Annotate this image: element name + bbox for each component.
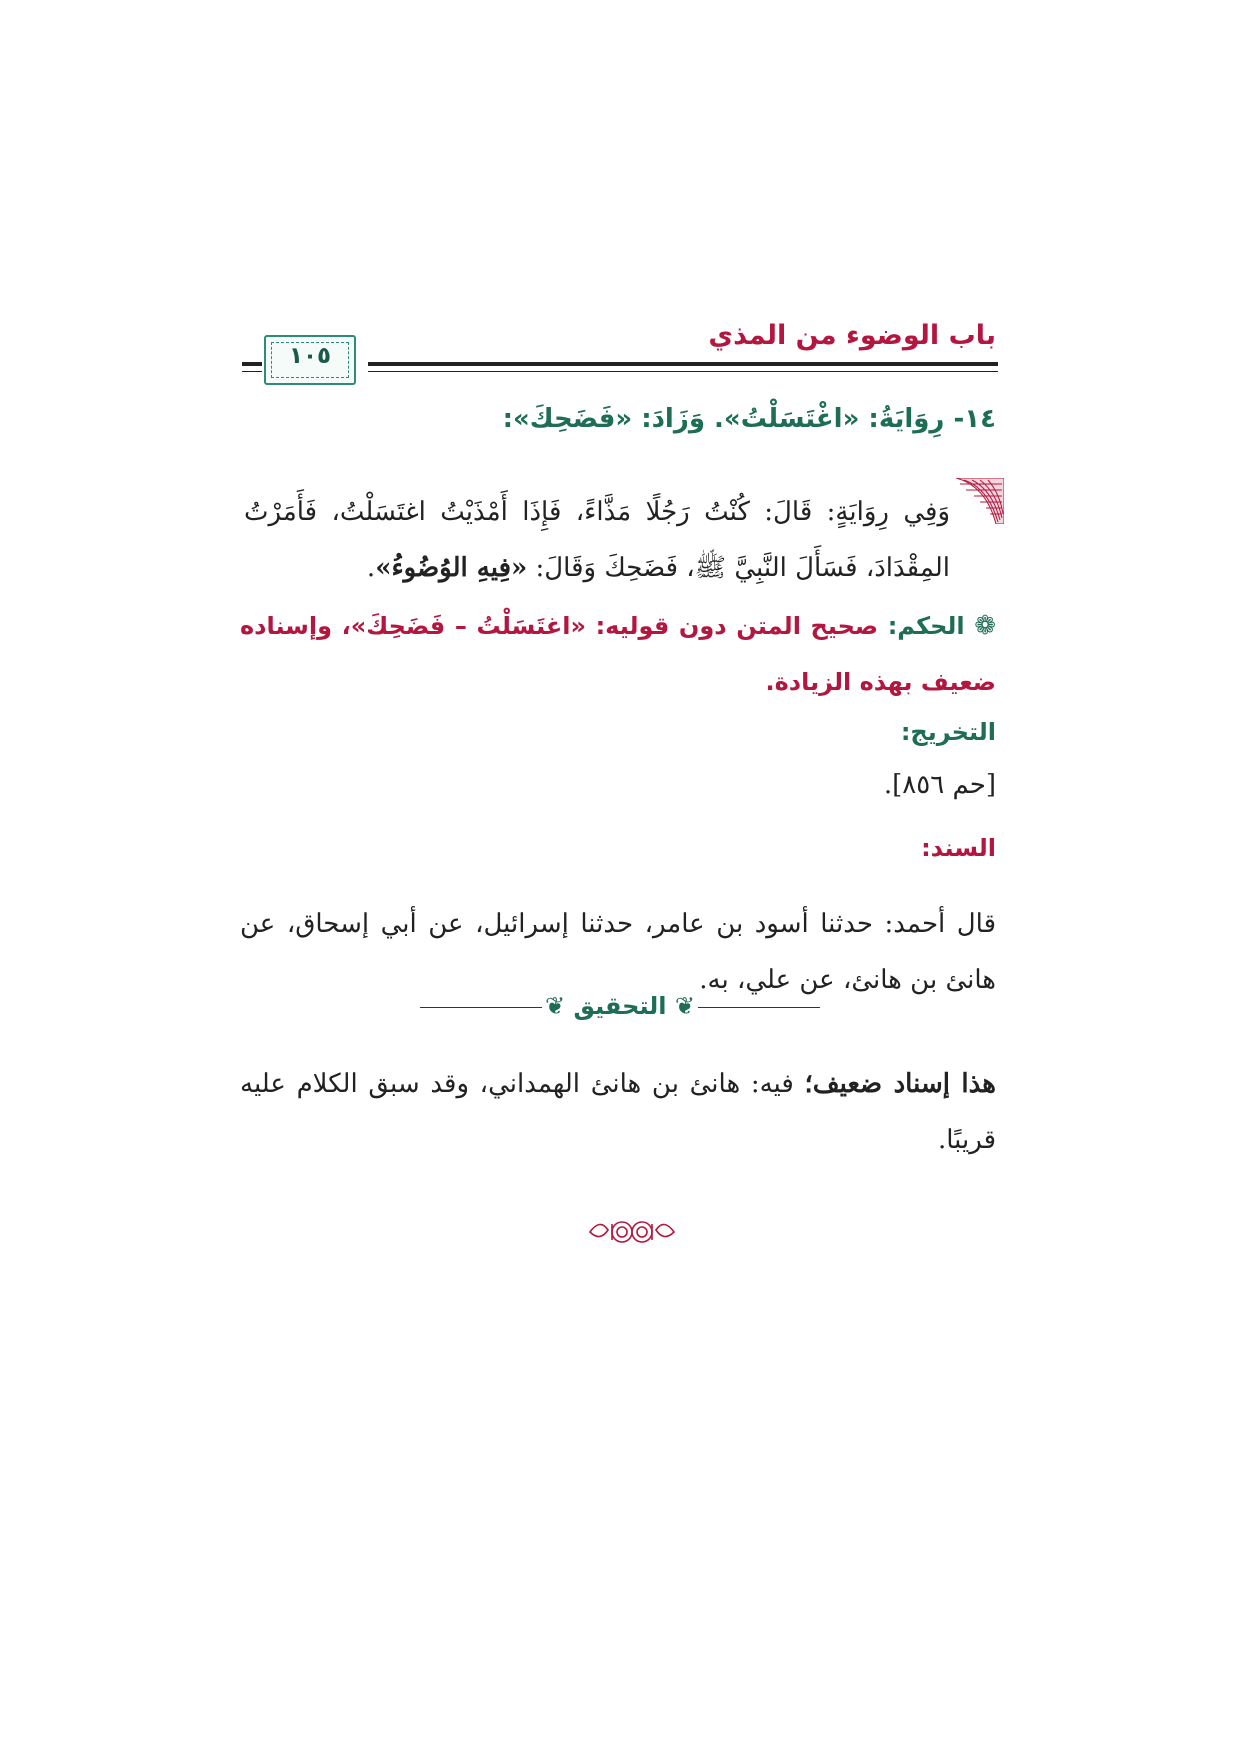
divider-line-left	[420, 1007, 542, 1008]
ruling-text: صحيح المتن دون قوليه: «اغتَسَلْتُ – فَضَحِكَ»، وإسناده ضعيف بهذه الزيادة.	[240, 612, 996, 696]
ruling-paragraph	[240, 598, 996, 710]
takhrij-heading: التخريج:	[900, 718, 996, 746]
page-number-frame	[264, 335, 356, 385]
header-rule-left	[242, 362, 262, 366]
section-divider	[420, 992, 820, 1022]
hadith-text-quote: «فِيهِ الوُضُوءُ»	[375, 553, 528, 583]
hadith-text-end: .	[366, 553, 376, 583]
tahqiq-heading-text: التحقيق	[573, 992, 667, 1020]
header-rule-thin	[368, 371, 998, 372]
tahqiq-bold: هذا إسناد ضعيف؛	[804, 1069, 996, 1099]
divider-line-right	[698, 1007, 820, 1008]
end-ornament-icon	[586, 1212, 678, 1252]
sanad-text: قال أحمد: حدثنا أسود بن عامر، حدثنا إسرائيل، عن أبي إسحاق، عن هانئ بن هانئ، عن علي، به.	[240, 909, 996, 995]
header-rule	[368, 362, 998, 366]
chapter-title: باب الوضوء من المذي	[708, 320, 996, 351]
page-number: ١٠٥	[288, 343, 332, 369]
hadith-text	[244, 484, 950, 596]
hadith-text-main: وَفِي رِوَايَةٍ: قَالَ: كُنْتُ رَجُلًا مَذَّاءً، فَإِذَا أَمْذَيْتُ اغتَسَلْتُ، فَأَمَرْتُ المِقْدَادَ، فَسَأَلَ النَّبِيَّ ﷺ، فَضَحِكَ وَقَالَ:	[244, 497, 950, 583]
sanad-heading: السند:	[921, 834, 996, 862]
tahqiq-body: فيه: هانئ بن هانئ الهمداني، وقد سبق الكلام عليه قريبًا.	[240, 1069, 996, 1155]
tahqiq-heading: ❦ التحقيق ❦	[545, 992, 695, 1020]
flower-icon: ❁	[974, 611, 996, 641]
corner-ornament-icon	[956, 478, 1004, 524]
tahqiq-text	[240, 1056, 996, 1168]
hadith-heading: ١٤- رِوَايَةُ: «اغْتَسَلْتُ». وَزَادَ: «فَضَحِكَ»:	[502, 404, 996, 434]
ruling-label: الحكم:	[887, 612, 965, 640]
takhrij-text: [حم ٨٥٦].	[883, 770, 996, 800]
header-rule-left-thin	[242, 371, 262, 372]
